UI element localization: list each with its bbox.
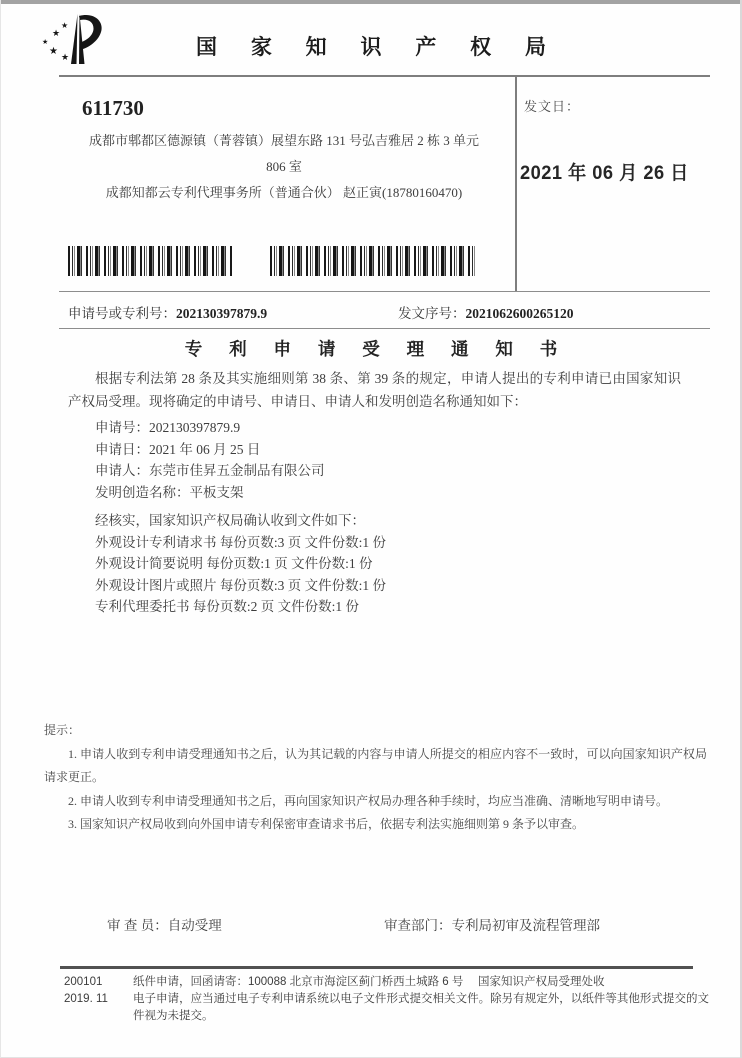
- tips-item: 1. 申请人收到专利申请受理通知书之后，认为其记载的内容与申请人所提交的相应内容不一致时，可以向国家知识产权局请求更正。: [44, 746, 707, 784]
- serial-number: 2021062600265120: [465, 306, 574, 321]
- department-field: [384, 914, 600, 934]
- tips-label: 提示：: [44, 723, 81, 737]
- field-application-date: 申请日：2021 年 06 月 25 日: [95, 441, 261, 457]
- footer-electronic-filing-note: 电子申请，应当通过电子专利申请系统以电子文件形式提交相关文件。除另有规定外，以纸件等其他形式提交的文件视为未提交。: [133, 993, 709, 1022]
- reference-row: [68, 302, 688, 322]
- scan-edge-top: [0, 0, 742, 4]
- examiner-label: 审 查 员：: [107, 918, 168, 933]
- footer-paper-filing-note: 纸件申请，回函请寄：100088 北京市海淀区蓟门桥西土城路 6 号 国家知识产权局受理处收: [133, 976, 605, 988]
- barcode-right: [270, 246, 475, 276]
- svg-text:★: ★: [42, 38, 49, 46]
- vertical-divider: [515, 76, 517, 291]
- recipient-address-line1: 成都市郫都区德源镇（菁蓉镇）展望东路 131 号弘吉雅居 2 栋 3 单元: [88, 133, 479, 148]
- header-divider: [59, 75, 710, 77]
- received-doc-item: 外观设计简要说明 每份页数:1 页 文件份数:1 份: [95, 556, 373, 572]
- received-doc-item: 外观设计图片或照片 每份页数:3 页 文件份数:1 份: [95, 577, 387, 593]
- examiner-field: [107, 914, 222, 934]
- department-label: 审查部门：: [384, 918, 452, 933]
- received-doc-item: 外观设计专利请求书 每份页数:3 页 文件份数:1 份: [95, 534, 387, 550]
- divider-below-reference-row: [59, 328, 710, 329]
- footer-divider: [60, 966, 693, 969]
- department-value: 专利局初审及流程管理部: [451, 918, 600, 933]
- divider-above-reference-row: [59, 291, 710, 292]
- tips-item: 2. 申请人收到专利申请受理通知书之后，再向国家知识产权局办理各种手续时，均应当准确、清晰地写明申请号。: [68, 793, 669, 808]
- examiner-value: 自动受理: [167, 918, 222, 933]
- serial-number-label: 发文序号：: [398, 306, 466, 321]
- footer-form-code: 200101: [64, 976, 103, 988]
- recipient-postcode: 611730: [82, 96, 144, 120]
- tips-item: 3. 国家知识产权局收到向外国申请专利保密审查请求书后，依据专利法实施细则第 9 条予以审查。: [68, 817, 585, 831]
- barcode-left: [68, 246, 233, 276]
- recipient-address: [60, 128, 508, 206]
- footer-form-codes: [64, 974, 126, 1008]
- issue-date-label: 发文日：: [524, 99, 581, 114]
- notice-intro-paragraph: 根据专利法第 28 条及其实施细则第 38 条、第 39 条的规定，申请人提出的专利申请已由国家知识产权局受理。现将确定的申请号、申请日、申请人和发明创造名称通知如下：: [68, 371, 681, 409]
- recipient-address-line2: 806 室: [266, 159, 302, 174]
- svg-text:★: ★: [61, 52, 70, 62]
- application-fields: [68, 417, 681, 503]
- received-intro: 经核实，国家知识产权局确认收到文件如下：: [95, 513, 365, 528]
- footer-form-revision: 2019. 11: [64, 993, 108, 1005]
- notice-title: 专 利 申 请 受 理 通 知 书: [184, 339, 569, 359]
- received-documents: [68, 510, 681, 618]
- application-number: 202130397879.9: [176, 306, 268, 321]
- field-application-number: 申请号：202130397879.9: [95, 420, 241, 435]
- svg-text:★: ★: [52, 28, 61, 38]
- svg-text:★: ★: [61, 21, 69, 30]
- tips-section: [44, 719, 707, 837]
- svg-text:★: ★: [49, 46, 58, 57]
- received-doc-item: 专利代理委托书 每份页数:2 页 文件份数:1 份: [95, 599, 360, 615]
- issue-date-value: 2021 年 06 月 26 日: [520, 163, 689, 184]
- footer-instructions: [133, 974, 709, 1025]
- application-number-label: 申请号或专利号：: [68, 306, 176, 321]
- field-invention-name: 发明创造名称：平板支架: [95, 484, 244, 500]
- recipient-agency-line: 成都知都云专利代理事务所（普通合伙） 赵正寅(18780160470): [105, 185, 463, 200]
- scan-edge-left: [0, 0, 1, 1058]
- agency-title: 国 家 知 识 产 权 局: [195, 36, 560, 59]
- field-applicant: 申请人：东莞市佳昇五金制品有限公司: [95, 463, 325, 479]
